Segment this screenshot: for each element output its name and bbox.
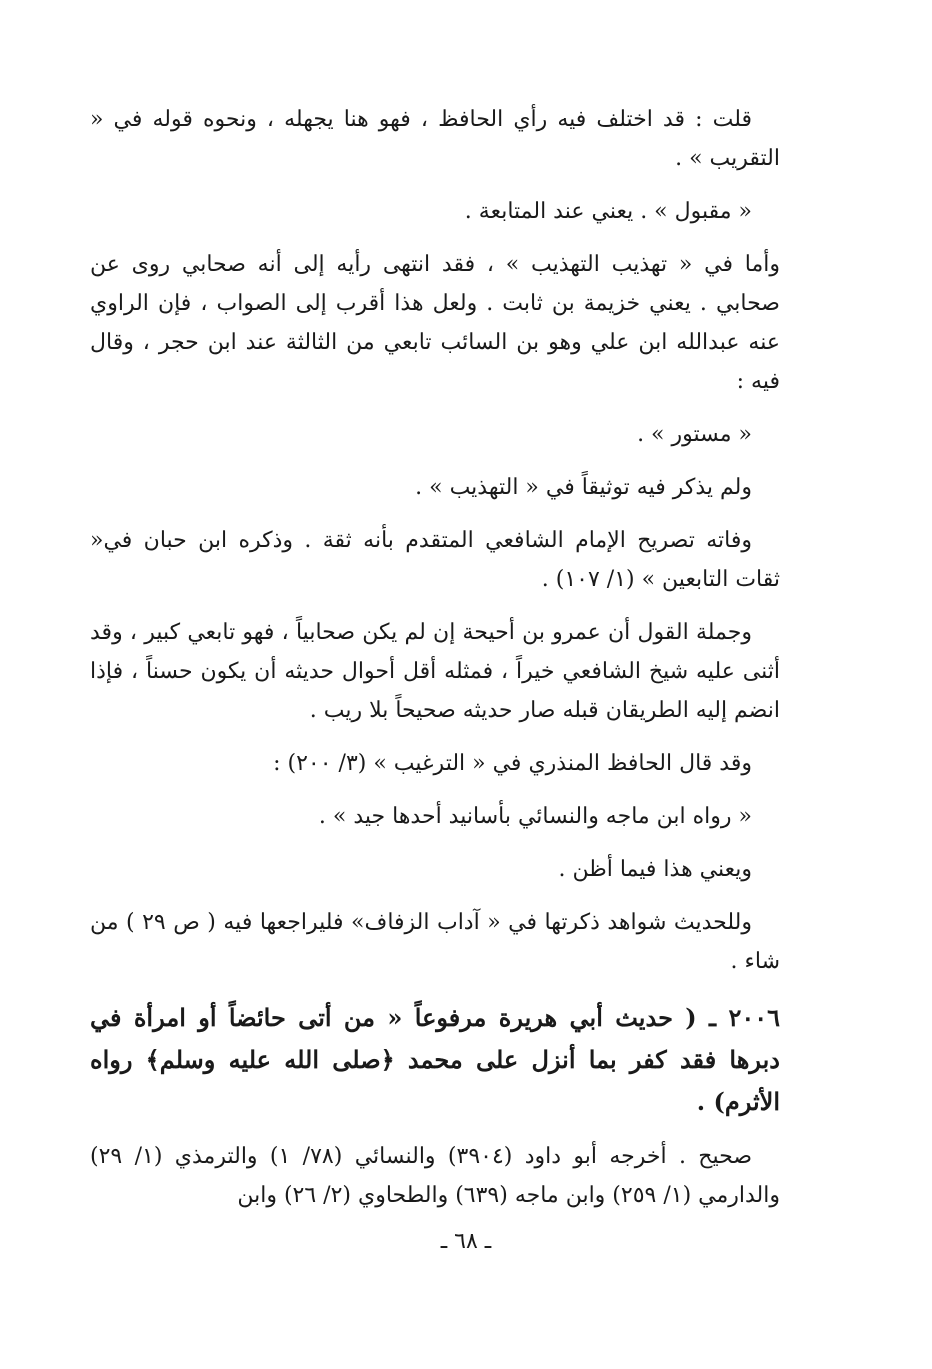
paragraph-qultu: قلت : قد اختلف فيه رأي الحافظ ، فهو هنا يجهله ، ونحوه قوله في « التقريب » . (90, 107, 780, 171)
paragraph-shafii: وفاته تصريح الإمام الشافعي المتقدم بأنه ثقة . وذكره ابن حبان في« ثقات التابعين » (١/ ١٠٧) . (90, 528, 780, 592)
hadith-heading: ٢٠٠٦ ـ ( حديث أبي هريرة مرفوعاً « من أتى حائضاً أو امرأة في دبرها فقد كفر بما أنزل على محمد ﴿صلى الله عليه وسلم﴾ رواه الأثرم) . (90, 1003, 780, 1116)
quote-mastur: « مستور » . (637, 422, 752, 447)
paragraph-mundhiri: وقد قال الحافظ المنذري في « الترغيب » (٣/ ٢٠٠) : (273, 751, 752, 776)
paragraph-tahdhib: وأما في « تهذيب التهذيب » ، فقد انتهى رأيه إلى أنه صحابي روى عن صحابي . يعني خزيمة بن ثابت . ولعل هذا أقرب إلى الصواب ، فإن الراوي عنه عبدالله ابن علي وهو بن السائب تابعي من الثالثة عند ابن حجر ، وقال فيه : (90, 252, 780, 394)
quote-ibn-majah: « رواه ابن ماجه والنسائي بأسانيد أحدها جيد » . (318, 804, 752, 829)
paragraph-shawahid: وللحديث شواهد ذكرتها في « آداب الزفاف» فليراجعها فيه ( ص ٢٩ ) من شاء . (90, 910, 780, 974)
paragraph-takhrij: صحيح . أخرجه أبو داود (٣٩٠٤) والنسائي (٧٨/ ١) والترمذي (١/ ٢٩) والدارمي (١/ ٢٥٩) وابن ماجه (٦٣٩) والطحاوي (٢/ ٢٦) وابن (90, 1144, 780, 1208)
quote-maqbul: « مقبول » . يعني عند المتابعة . (464, 199, 752, 224)
page-body (90, 100, 780, 1229)
paragraph-no-tawthiq: ولم يذكر فيه توثيقاً في « التهذيب » . (415, 475, 752, 500)
page-number: ـ ٦٨ ـ (440, 1229, 492, 1254)
paragraph-opinion: ويعني هذا فيما أظن . (558, 857, 752, 882)
paragraph-conclusion: وجملة القول أن عمرو بن أحيحة إن لم يكن صحابياً ، فهو تابعي كبير ، وقد أثنى عليه شيخ الشافعي خيراً ، فمثله أقل أحوال حديثه أن يكون حسناً ، فإذا انضم إليه الطريقان قبله صار حديثه صحيحاً بلا ريب . (90, 620, 780, 723)
